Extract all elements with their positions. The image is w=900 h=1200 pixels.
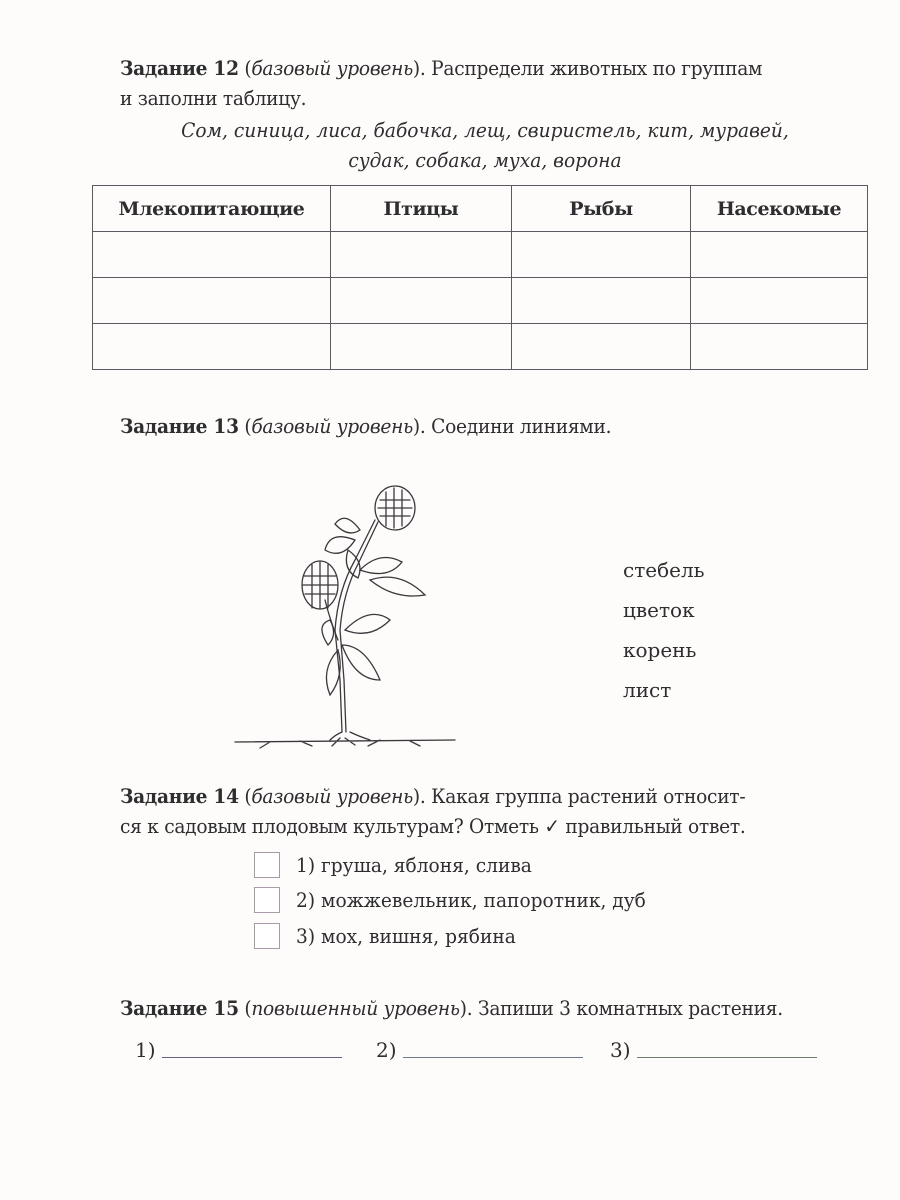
task13-heading: Задание 13 (базовый уровень). Соедини линиями. — [120, 414, 612, 438]
leaf-drawing — [360, 558, 402, 574]
answer-2-line[interactable] — [403, 1057, 583, 1058]
option-3[interactable] — [254, 922, 532, 950]
leaf-drawing — [322, 620, 334, 645]
table-cell[interactable] — [331, 232, 512, 278]
answer-1 — [135, 1038, 342, 1062]
lower-flower-head — [302, 561, 338, 609]
task12-title: Задание 12 — [120, 56, 239, 80]
option-3-checkbox[interactable] — [254, 923, 280, 949]
task12-words-line1: Сом, синица, лиса, бабочка, лещ, свиристель, кит, муравей, — [181, 118, 789, 142]
header-mammals: Млекопитающие — [93, 186, 331, 232]
task13-title: Задание 13 — [120, 414, 239, 438]
table-cell[interactable] — [512, 232, 691, 278]
task12-heading: Задание 12 (базовый уровень). Распредели животных по группам — [120, 56, 763, 80]
table-row — [93, 278, 868, 324]
label-flower[interactable]: цветок — [623, 598, 695, 622]
table-row — [93, 232, 868, 278]
table-cell[interactable] — [331, 278, 512, 324]
leaf-drawing — [325, 537, 355, 554]
table-cell[interactable] — [93, 278, 331, 324]
roots-drawing — [235, 732, 455, 748]
label-stem[interactable]: стебель — [623, 558, 705, 582]
task14-level: базовый уровень — [251, 784, 413, 808]
task12-text: Распредели животных по группам — [431, 56, 763, 80]
option-2-checkbox[interactable] — [254, 887, 280, 913]
header-fish: Рыбы — [512, 186, 691, 232]
task14-title: Задание 14 — [120, 784, 239, 808]
table-cell[interactable] — [691, 324, 868, 370]
task14-text-line2 — [120, 814, 746, 838]
answer-1-number: 1) — [135, 1038, 156, 1062]
table-cell[interactable] — [512, 278, 691, 324]
table-row — [93, 324, 868, 370]
label-leaf[interactable]: лист — [623, 678, 672, 702]
header-birds: Птицы — [331, 186, 512, 232]
checkmark-icon: ✓ — [544, 814, 560, 838]
answer-3 — [610, 1038, 817, 1062]
leaf-drawing — [345, 614, 390, 633]
leaf-drawing — [370, 577, 425, 596]
header-insects: Насекомые — [691, 186, 868, 232]
answer-2 — [376, 1038, 583, 1062]
leaf-drawing — [342, 645, 380, 680]
task14-text: Какая группа растений относит- — [431, 784, 746, 808]
task12-words-line2: судак, собака, муха, ворона — [348, 148, 622, 172]
answer-1-line[interactable] — [162, 1057, 342, 1058]
option-1-label: 1) груша, яблоня, слива — [296, 853, 532, 877]
answer-2-number: 2) — [376, 1038, 397, 1062]
task15-title: Задание 15 — [120, 996, 239, 1020]
task14-text-line2b: правильный ответ. — [565, 814, 746, 838]
leaf-drawing — [335, 518, 360, 533]
option-1-checkbox[interactable] — [254, 852, 280, 878]
table-cell[interactable] — [93, 232, 331, 278]
answer-3-number: 3) — [610, 1038, 631, 1062]
option-3-label: 3) мох, вишня, рябина — [296, 924, 516, 948]
animal-groups-table — [92, 185, 868, 370]
table-header-row — [93, 186, 868, 232]
label-root[interactable]: корень — [623, 638, 697, 662]
option-1[interactable] — [254, 851, 550, 879]
upper-flower-head — [375, 486, 415, 530]
task12-text-line2: и заполни таблицу. — [120, 86, 307, 110]
task14-text-line2a: ся к садовым плодовым культурам? Отметь — [120, 814, 539, 838]
stem-drawing-outline — [340, 522, 378, 732]
table-cell[interactable] — [331, 324, 512, 370]
task15-text: Запиши 3 комнатных растения. — [478, 996, 783, 1020]
task13-text: Соедини линиями. — [431, 414, 612, 438]
table-cell[interactable] — [93, 324, 331, 370]
option-2[interactable] — [254, 886, 672, 914]
table-cell[interactable] — [512, 324, 691, 370]
clover-plant-image — [230, 480, 460, 750]
task13-level: базовый уровень — [251, 414, 413, 438]
table-cell[interactable] — [691, 278, 868, 324]
task15-heading: Задание 15 (повышенный уровень). Запиши 3 комнатных растения. — [120, 996, 783, 1020]
option-2-label: 2) можжевельник, папоротник, дуб — [296, 888, 646, 912]
table-cell[interactable] — [691, 232, 868, 278]
answer-3-line[interactable] — [637, 1057, 817, 1058]
task14-heading: Задание 14 (базовый уровень). Какая группа растений относит- — [120, 784, 746, 808]
task15-level: повышенный уровень — [251, 996, 460, 1020]
task12-level: базовый уровень — [251, 56, 413, 80]
